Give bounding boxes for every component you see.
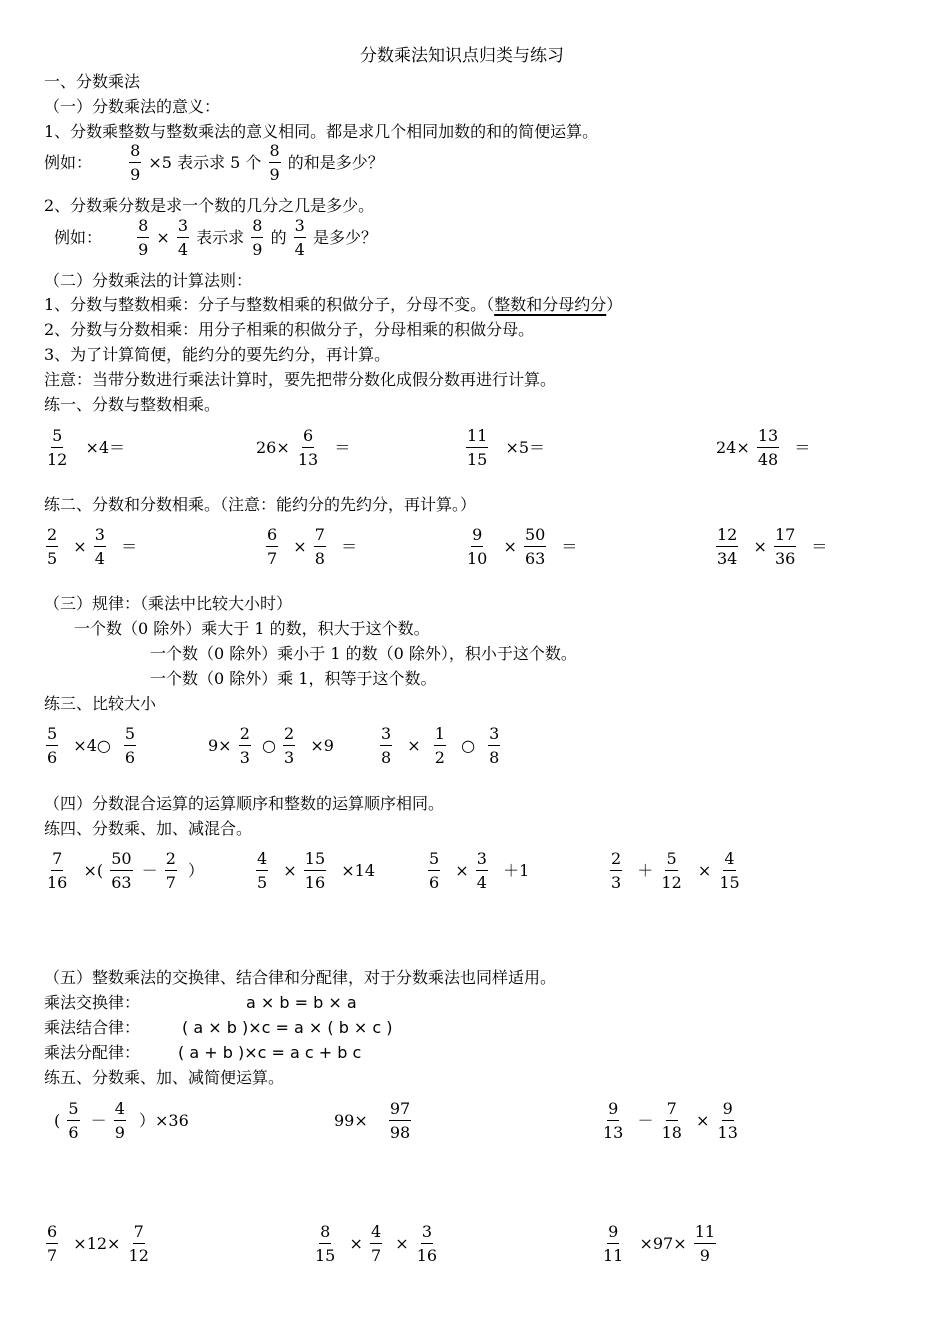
exercise-item <box>312 1224 440 1278</box>
exercise-item <box>600 1224 718 1278</box>
fraction: $\frac{9}{13}$ <box>717 1099 738 1142</box>
exercise-item <box>716 428 810 482</box>
text: ×12× <box>73 1234 121 1253</box>
fraction: $\frac{50}{63}$ <box>111 849 132 892</box>
fraction: $\frac{6}{7}$ <box>267 525 278 568</box>
text: ＝ <box>794 438 811 457</box>
rule-text: 1、分数与整数相乘：分子与整数相乘的积做分子，分母不变。（ <box>44 295 495 314</box>
text: 是多少？ <box>312 228 377 247</box>
text: × <box>407 736 421 755</box>
fraction: $\frac{8}{9}$ <box>252 216 263 259</box>
text: ＋1 <box>503 861 530 880</box>
page-title: 分数乘法知识点归类与练习 <box>360 46 564 66</box>
text: × <box>697 861 712 880</box>
fraction: $\frac{8}{15}$ <box>315 1222 336 1265</box>
fraction: $\frac{11}{9}$ <box>694 1222 716 1265</box>
rule-text: ） <box>606 295 623 314</box>
exercise-heading: 练一、分数与整数相乘。 <box>44 395 221 414</box>
fraction: $\frac{2}{5}$ <box>47 525 58 568</box>
text: 24× <box>716 438 750 457</box>
fraction: $\frac{11}{15}$ <box>467 426 488 469</box>
text: ） <box>188 861 205 880</box>
fraction: $\frac{7}{18}$ <box>661 1099 682 1142</box>
law-formula: ( a + b )×c = a c + b c <box>178 1043 362 1062</box>
text: ＝ <box>811 537 828 556</box>
fraction: $\frac{3}{4}$ <box>94 525 105 568</box>
exercise-item <box>608 851 743 905</box>
text: ○ <box>461 736 476 755</box>
text: ＝ <box>334 438 351 457</box>
exercise-item <box>378 726 502 780</box>
text: ×4○ <box>73 736 111 755</box>
fraction: $\frac{7}{12}$ <box>128 1222 149 1265</box>
fraction: $\frac{9}{11}$ <box>603 1222 624 1265</box>
note-line: 注意：当带分数进行乘法计算时，要先把带分数化成假分数再进行计算。 <box>44 370 557 389</box>
exercise-item: $\frac{9}{10}$ × $\frac{50}{63}$ ＝ <box>467 525 578 568</box>
exercise-item <box>334 1101 413 1155</box>
text: × <box>455 861 469 880</box>
sub-heading: （四）分数混合运算的运算顺序和整数的运算顺序相同。 <box>44 794 445 813</box>
fraction: $\frac{2}{3}$ <box>284 724 295 767</box>
fraction: $\frac{2}{3}$ <box>239 724 250 767</box>
text: ×9 <box>310 736 334 755</box>
exercise-item <box>464 428 545 482</box>
exercise-item: $\frac{12}{34}$ × $\frac{17}{36}$ ＝ <box>717 525 828 568</box>
fraction: $\frac{4}{15}$ <box>719 849 740 892</box>
fraction: $\frac{8}{9}$ <box>269 141 280 184</box>
fraction: $\frac{2}{3}$ <box>611 849 622 892</box>
fraction: $\frac{5}{12}$ <box>47 426 68 469</box>
text: × <box>156 228 170 247</box>
example-label: 例如： <box>44 153 93 172</box>
exercise-item: $\frac{6}{7}$ × $\frac{7}{8}$ ＝ <box>267 525 358 568</box>
fraction: $\frac{1}{2}$ <box>434 724 445 767</box>
fraction: $\frac{7}{8}$ <box>314 525 325 568</box>
fraction: $\frac{3}{4}$ <box>177 216 189 259</box>
fraction: $\frac{8}{9}$ <box>138 216 149 259</box>
exercise-item: $\frac{2}{5}$ × $\frac{3}{4}$ ＝ <box>47 525 138 568</box>
fraction: $\frac{4}{9}$ <box>114 1099 125 1142</box>
text: 9× <box>208 736 232 755</box>
fraction: $\frac{6}{13}$ <box>297 426 319 469</box>
exercise-item <box>44 726 138 780</box>
text: ＝ <box>121 537 138 556</box>
rule-line: 3、为了计算简便，能约分的要先约分，再计算。 <box>44 345 391 364</box>
text: ( <box>54 1111 61 1130</box>
text: 的 <box>270 228 287 247</box>
fraction: $\frac{5}{6}$ <box>68 1099 79 1142</box>
fraction: $\frac{9}{10}$ <box>467 525 488 568</box>
law-label: 乘法分配律： <box>44 1043 141 1062</box>
text: ＋ <box>637 861 654 880</box>
fraction: $\frac{97}{98}$ <box>389 1099 411 1142</box>
rule-line: 一个数（0 除外）乘 1，积等于这个数。 <box>150 669 437 688</box>
fraction: $\frac{5}{6}$ <box>47 724 58 767</box>
text: ＝ <box>561 537 578 556</box>
text: ×4＝ <box>85 438 126 457</box>
fraction: $\frac{4}{5}$ <box>257 849 268 892</box>
text: ×( <box>83 861 104 880</box>
fraction: $\frac{50}{63}$ <box>524 525 546 568</box>
sub-heading: （三）规律：（乘法中比较大小时） <box>44 594 293 613</box>
text: 26× <box>256 438 290 457</box>
text: － <box>637 1111 654 1130</box>
exercise-heading: 练五、分数乘、加、减简便运算。 <box>44 1068 285 1087</box>
fraction: $\frac{5}{12}$ <box>661 849 682 892</box>
law-formula: a × b = b × a <box>246 993 357 1012</box>
text: 表示求 <box>196 228 245 247</box>
exercise-heading: 练三、比较大小 <box>44 694 157 713</box>
exercise-item <box>54 1101 189 1155</box>
fraction: $\frac{5}{6}$ <box>429 849 440 892</box>
text: － <box>90 1111 107 1130</box>
law-formula: ( a × b )×c = a × ( b × c ) <box>182 1018 393 1037</box>
fraction: $\frac{3}{8}$ <box>381 724 392 767</box>
paragraph: 2、分数乘分数是求一个数的几分之几是多少。 <box>44 196 375 215</box>
fraction: $\frac{6}{7}$ <box>47 1222 58 1265</box>
text: － <box>141 861 158 880</box>
underlined-note: 整数和分母约分 <box>494 295 607 314</box>
law-label: 乘法结合律： <box>44 1018 141 1037</box>
fraction: $\frac{13}{48}$ <box>757 426 779 469</box>
exercise-heading: 练四、分数乘、加、减混合。 <box>44 819 253 838</box>
text: × <box>696 1111 710 1130</box>
fraction: $\frac{8}{9}$ <box>130 141 141 184</box>
text: × <box>395 1234 409 1253</box>
exercise-item <box>44 428 125 482</box>
fraction: $\frac{5}{6}$ <box>124 724 136 767</box>
example-row <box>44 143 384 197</box>
rule-line: 一个数（0 除外）乘大于 1 的数，积大于这个数。 <box>74 619 430 638</box>
sub-heading: （二）分数乘法的计算法则： <box>44 271 253 290</box>
fraction: $\frac{15}{16}$ <box>304 849 326 892</box>
rule-line <box>44 297 622 313</box>
text: 99× <box>334 1111 368 1130</box>
exercise-item <box>44 851 204 905</box>
section-heading: 一、分数乘法 <box>44 72 141 91</box>
fraction: $\frac{3}{4}$ <box>476 849 487 892</box>
text: ×97× <box>639 1234 687 1253</box>
text: ×5 表示求 5 个 <box>148 153 262 172</box>
exercise-item <box>256 428 350 482</box>
exercise-item <box>254 851 375 905</box>
rule-line: 一个数（0 除外）乘小于 1 的数（0 除外），积小于这个数。 <box>150 644 577 663</box>
text: ×5＝ <box>505 438 546 457</box>
text: ○ <box>261 736 276 755</box>
fraction: $\frac{7}{16}$ <box>47 849 68 892</box>
fraction: $\frac{9}{13}$ <box>603 1099 624 1142</box>
exercise-item <box>44 1224 152 1278</box>
paragraph: 1、分数乘整数与整数乘法的意义相同。都是求几个相同加数的和的简便运算。 <box>44 122 599 141</box>
sub-heading: （五）整数乘法的交换律、结合律和分配律，对于分数乘法也同样适用。 <box>44 968 557 987</box>
exercise-item <box>600 1101 741 1155</box>
text: ＝ <box>341 537 358 556</box>
fraction: $\frac{3}{16}$ <box>416 1222 438 1265</box>
fraction: $\frac{17}{36}$ <box>774 525 796 568</box>
fraction: $\frac{3}{8}$ <box>489 724 500 767</box>
exercise-heading: 练二、分数和分数相乘。（注意：能约分的先约分，再计算。） <box>44 495 477 514</box>
text: 的和是多少？ <box>287 153 384 172</box>
fraction: $\frac{3}{4}$ <box>294 216 305 259</box>
text: × <box>349 1234 363 1253</box>
rule-line: 2、分数与分数相乘：用分子相乘的积做分子，分母相乘的积做分母。 <box>44 320 535 339</box>
exercise-item <box>426 851 529 905</box>
example-row <box>54 218 377 272</box>
text: ）×36 <box>139 1111 189 1130</box>
exercise-item <box>208 726 334 780</box>
law-label: 乘法交换律： <box>44 993 141 1012</box>
example-label: 例如： <box>54 228 103 247</box>
sub-heading: （一）分数乘法的意义： <box>44 97 221 116</box>
fraction: $\frac{4}{7}$ <box>370 1222 382 1265</box>
text: × <box>283 861 297 880</box>
fraction: $\frac{2}{7}$ <box>165 849 176 892</box>
fraction: $\frac{12}{34}$ <box>717 525 738 568</box>
text: ×14 <box>341 861 375 880</box>
